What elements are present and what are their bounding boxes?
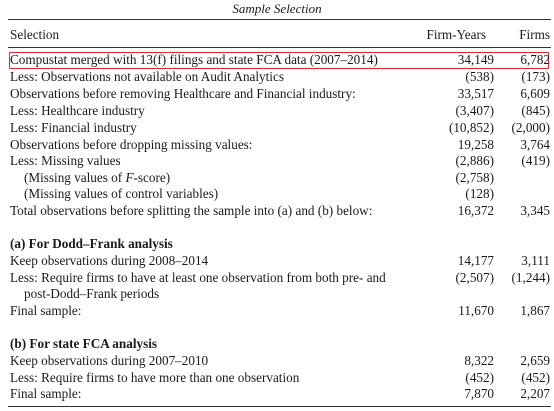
sample-selection-table: Sample Selection Selection Firm-Years Firms Compustat merged with 13(f) filings and state FCA data (2007–2014) 34,149 6,782 Less: Observations not available on Audit Analytics (538) (173) Observations before removing Healthcare and Financial industry: 33,517 6,609 Less: Healthcare industry (3,407) (845) Less: Financial industry (10,852) (2,000) Observations before dropping missing values: 19,258 3,764 Less: Missing values (2,886) (419) (Missing values of F-score) (2,758) (Missing values of control variables) (128) Total observations before splitting the sample into (a) and (b) below: 16,372 3,345 (a) For Dodd–Frank analysis Keep observations during 2008–2014 14,177 3,111 Less: Require firms to have at least one observation from both pre- and (2,507) (1,244) post-Dodd–Frank periods Final sample: 11,670 1,867 (b) For state FCA analysis Keep observations during 2007–2010 8,322 2,659 Less: Require firms to have more than one observation (452) (452) Final sample: 7,870 2,207 [0, 0, 554, 411]
header-rule [8, 47, 551, 48]
section-b-title: (b) For state FCA analysis [10, 336, 158, 351]
bottom-rule [8, 406, 551, 407]
header-firms: Firms [519, 27, 550, 42]
header-firm-years: Firm-Years [426, 27, 486, 42]
table-caption: Sample Selection [232, 1, 322, 16]
header-selection: Selection [10, 27, 60, 42]
section-a-title: (a) For Dodd–Frank analysis [10, 236, 173, 251]
top-rule [8, 19, 551, 20]
